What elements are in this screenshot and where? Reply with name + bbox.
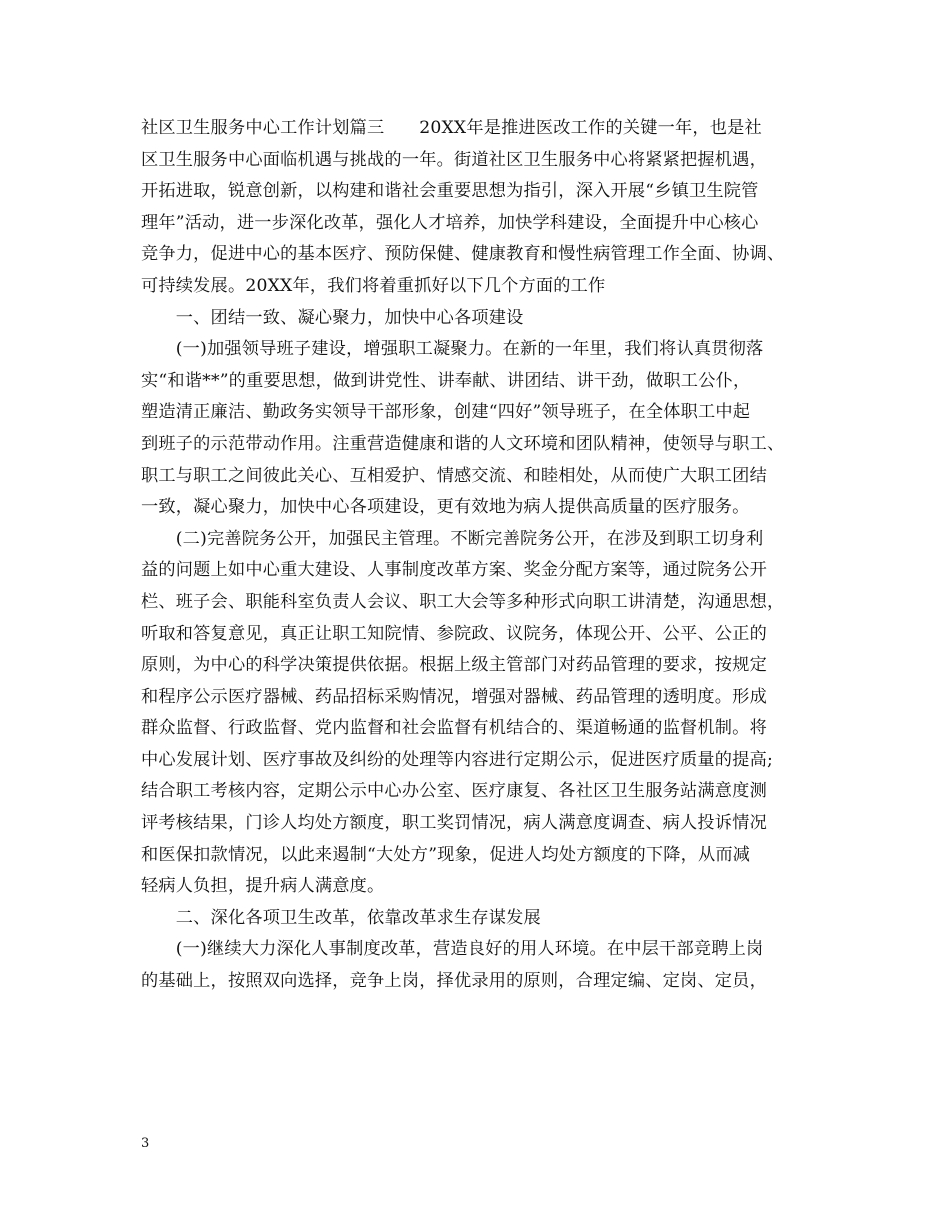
- text-line: 和医保扣款情况，以此来遏制“大处方”现象，促进人均处方额度的下降，从而减: [141, 844, 751, 865]
- text-line: 塑造清正廉洁、勤政务实领导干部形象，创建“四好”领导班子，在全体职工中起: [141, 402, 751, 423]
- text-line: 评考核结果，门诊人均处方额度，职工奖罚情况，病人满意度调查、病人投诉情况: [141, 813, 767, 834]
- text-line: 区卫生服务中心面临机遇与挑战的一年。街道社区卫生服务中心将紧紧把握机遇，: [141, 149, 767, 170]
- text-line: 群众监督、行政监督、党内监督和社会监督有机结合的、渠道畅通的监督机制。将: [141, 718, 767, 739]
- text-line: 听取和答复意见，真正让职工知院情、参院政、议院务，体现公开、公平、公正的: [141, 623, 767, 644]
- text-line: 理年”活动，进一步深化改革，强化人才培养，加快学科建设，全面提升中心核心: [141, 212, 759, 233]
- text-line: 一致，凝心聚力，加快中心各项建设，更有效地为病人提供高质量的医疗服务。: [141, 497, 750, 518]
- text-line: 益的问题上如中心重大建设、人事制度改革方案、奖金分配方案等，通过院务公开: [141, 560, 767, 581]
- text-line: (一)继续大力深化人事制度改革，营造良好的用人环境。在中层干部竞聘上岗: [141, 939, 764, 960]
- text-line: 的基础上，按照双向选择，竞争上岗，择优录用的原则，合理定编、定岗、定员，: [141, 971, 767, 992]
- section-heading: 一、团结一致、凝心聚力，加快中心各项建设: [141, 307, 524, 328]
- section-heading: 二、深化各项卫生改革，依靠改革求生存谋发展: [141, 907, 541, 928]
- text-line: 轻病人负担，提升病人满意度。: [141, 876, 385, 897]
- text-line: 职工与职工之间彼此关心、互相爱护、情感交流、和睦相处，从而使广大职工团结: [141, 465, 767, 486]
- text-line: 开拓进取，锐意创新，以构建和谐社会重要思想为指引，深入开展“乡镇卫生院管: [141, 181, 759, 202]
- text-line: 可持续发展。20XX年，我们将着重抓好以下几个方面的工作: [141, 275, 606, 296]
- page-number: 3: [141, 1136, 150, 1151]
- text-line: (二)完善院务公开，加强民主管理。不断完善院务公开，在涉及到职工切身利: [141, 528, 764, 549]
- text-line: 栏、班子会、职能科室负责人会议、职工大会等多种形式向职工讲清楚，沟通思想，: [141, 591, 785, 612]
- text-line: 原则，为中心的科学决策提供依据。根据上级主管部门对药品管理的要求，按规定: [141, 655, 767, 676]
- text-line: 到班子的示范带动作用。注重营造健康和谐的人文环境和团队精神，使领导与职工、: [141, 433, 785, 454]
- text-line: 结合职工考核内容，定期公示中心办公室、医疗康复、各社区卫生服务站满意度测: [141, 781, 767, 802]
- text-line: 竞争力，促进中心的基本医疗、预防保健、健康教育和慢性病管理工作全面、协调、: [141, 244, 785, 265]
- text-line: 和程序公示医疗器械、药品招标采购情况，增强对器械、药品管理的透明度。形成: [141, 686, 767, 707]
- text-line: (一)加强领导班子建设，增强职工凝聚力。在新的一年里，我们将认真贯彻落: [141, 339, 764, 360]
- text-line: 中心发展计划、医疗事故及纠纷的处理等内容进行定期公示，促进医疗质量的提高;: [141, 749, 773, 770]
- text-line: 社区卫生服务中心工作计划篇三 20XX年是推进医改工作的关键一年，也是社: [141, 118, 762, 138]
- text-line: 实“和谐**”的重要思想，做到讲党性、讲奉献、讲团结、讲干劲，做职工公仆，: [141, 370, 751, 391]
- body-text: [141, 113, 821, 998]
